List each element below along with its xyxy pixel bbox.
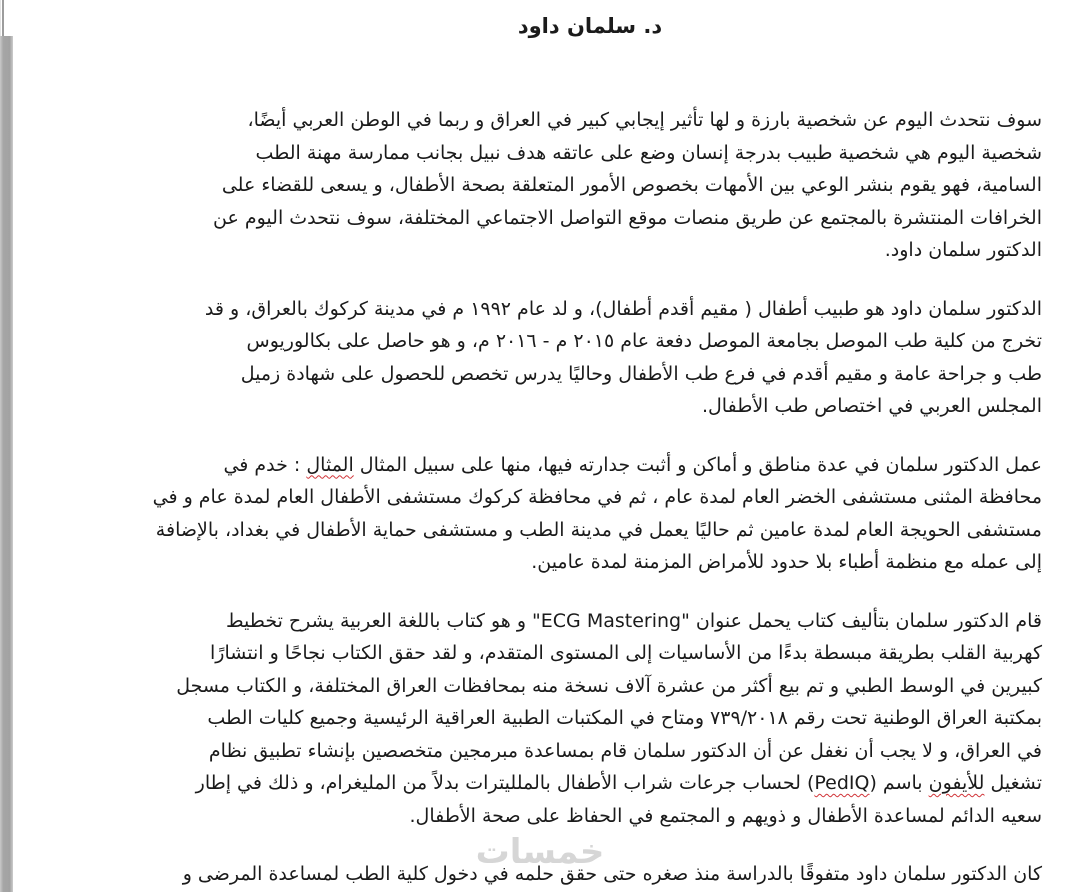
paragraph[interactable] [138, 104, 1042, 267]
document-title[interactable]: د. سلمان داود [517, 14, 663, 38]
text-segment: الدكتور سلمان داود. [884, 239, 1042, 261]
scrollbar-track-line [2, 0, 4, 36]
paragraph[interactable] [138, 449, 1042, 579]
paragraph[interactable] [138, 293, 1042, 423]
text-segment: عمل الدكتور سلمان في عدة مناطق و أماكن و أثبت جدارته فيها، منها على سبيل المثال [353, 453, 1042, 476]
scrollbar-thumb[interactable] [0, 36, 13, 892]
text-segment: : خدم في [223, 453, 307, 476]
text-segment: إلى عمله مع منظمة أطباء بلا حدود للأمراض المزمنة لمدة عامين. [531, 551, 1042, 573]
text-segment: الخرافات المنتشرة بالمجتمع عن طريق منصات موقع التواصل الاجتماعي المختلفة، سوف نتحدث اليوم عن [213, 206, 1042, 229]
text-segment: ) لحساب جرعات شراب الأطفال بالملليترات بدلاً من المليغرام، و ذلك في إطار [195, 772, 815, 794]
text-segment: محافظة المثنى مستشفى الخضر العام لمدة عام ، ثم في محافظة كركوك مستشفى الأطفال العام لمدة عام و في [152, 486, 1042, 508]
text-segment: سعيه الدائم لمساعدة الأطفال و ذويهم و المجتمع في الحفاظ على صحة الأطفال. [409, 804, 1042, 827]
paragraph[interactable] [138, 605, 1042, 833]
text-segment: طب و جراحة عامة و مقيم أقدم في فرع طب الأطفال وحاليًا يدرس تخصص للحصول على شهادة زميل [240, 362, 1042, 385]
text-segment: الدكتور سلمان داود هو طبيب أطفال ( مقيم أقدم أطفال)، و لد عام ١٩٩٢ م في مدينة كركوك بالعراق، و قد [204, 297, 1042, 320]
text-segment: تشغيل [984, 772, 1042, 794]
text-segment: في العراق، و لا يجب أن نغفل عن أن الدكتور سلمان قام بمساعدة مبرمجين متخصصين بإنشاء تطبيق نظام [208, 739, 1042, 762]
text-segment: سوف نتحدث اليوم عن شخصية بارزة و لها تأثير إيجابي كبير في العراق و ربما في الوطن العربي أيضًا، [247, 109, 1042, 131]
document-page[interactable] [138, 0, 1042, 892]
text-segment: قام الدكتور سلمان بتأليف كتاب يحمل عنوان "ECG Mastering" و هو كتاب باللغة العربية يشرح تخطيط [225, 609, 1042, 632]
text-segment: مستشفى الحويجة العام لمدة عامين ثم حاليًا يعمل في مدينة الطب و مستشفى حماية الأطفال في بغداد، بالإضافة [155, 518, 1042, 541]
khamsat-watermark: خمسات [475, 832, 605, 872]
text-segment: السامية، فهو يقوم بنشر الوعي بين الأمهات بخصوص الأمور المتعلقة بصحة الأطفال، و يسعى للقضاء على [221, 174, 1042, 196]
text-segment: كان الدكتور سلمان داود متفوقًا بالدراسة منذ صغره حتى حقق حلمه في دخول كلية الطب لمساعدة المرضى و [182, 863, 1042, 885]
text-segment: شخصية اليوم هي شخصية طبيب بدرجة إنسان وضع على عاتقه هدف نبيل بجانب ممارسة مهنة الطب [255, 141, 1042, 164]
text-segment: كهربية القلب بطريقة مبسطة بدءًا من الأساسيات إلى المستوى المتقدم، و لقد حقق الكتاب نجاحًا و انتشارًا [210, 642, 1042, 664]
text-segment: كبيرين في الوسط الطبي و تم بيع أكثر من عشرة آلاف نسخة منه بمحافظات العراق المختلفة، و الكتاب مسجل [176, 674, 1042, 697]
text-segment: باسم ( [869, 772, 929, 794]
text-segment: المجلس العربي في اختصاص طب الأطفال. [701, 395, 1042, 417]
vertical-scrollbar[interactable] [0, 0, 13, 892]
spell-error-word: للأيفون [928, 772, 985, 794]
paragraph[interactable] [138, 858, 1042, 891]
spell-error-word: PedIQ [814, 772, 870, 794]
document-body[interactable] [138, 104, 1042, 891]
scrollbar-track-edge [0, 0, 1, 36]
text-segment: تخرج من كلية طب الموصل بجامعة الموصل دفعة عام ٢٠١٥ م - ٢٠١٦ م، و هو حاصل على بكالوريوس [246, 330, 1042, 352]
text-segment: بمكتبة العراق الوطنية تحت رقم ٧٣٩/٢٠١٨ ومتاح في المكتبات الطبية العراقية الرئيسية وجميع كليات الطب [207, 707, 1042, 729]
spell-error-word: المثال [306, 453, 354, 476]
